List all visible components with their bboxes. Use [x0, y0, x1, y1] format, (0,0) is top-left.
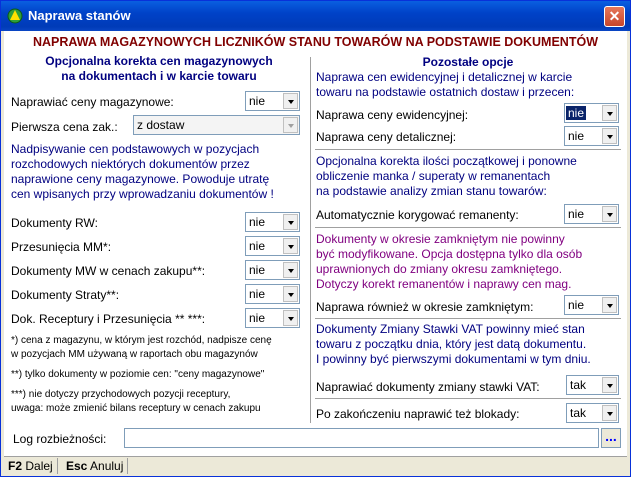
chevron-down-icon[interactable] — [602, 128, 617, 144]
chevron-down-icon[interactable] — [283, 310, 298, 326]
first-price-value: z dostaw — [137, 118, 185, 132]
docs-mw-select[interactable] — [245, 260, 300, 280]
closed-period-label: Naprawa również w okresie zamkniętym: — [316, 300, 534, 314]
vat-docs-select[interactable] — [566, 375, 619, 395]
docs-mm-select[interactable] — [245, 236, 300, 256]
retail-price-select[interactable] — [564, 126, 619, 146]
sec2-line-1: Opcjonalna korekta ilości początkowej i ponowne — [316, 154, 577, 168]
auto-inventory-value: nie — [568, 207, 585, 221]
cost-prices-note — [316, 70, 621, 100]
auto-inventory-select[interactable] — [564, 204, 619, 224]
sec1-line-1: Naprawa cen ewidencyjnej i detalicznej w karcie — [316, 70, 573, 84]
note-line-2: rozchodowych niektórych dokumentów przez — [11, 157, 250, 171]
divider — [315, 227, 621, 229]
app-icon — [7, 8, 23, 24]
vertical-divider — [310, 57, 312, 423]
note-line-4: cen wpisanych przy wprowadzaniu dokumentów ! — [11, 187, 274, 201]
sec2-line-2: obliczenie manka / superaty w remanentach — [316, 169, 551, 183]
chevron-down-icon[interactable] — [602, 297, 617, 313]
docs-mm-label: Przesunięcia MM*: — [11, 240, 112, 254]
docs-mw-value: nie — [249, 263, 266, 277]
esc-cancel-button[interactable] — [62, 458, 128, 474]
f2-label: Dalej — [25, 459, 53, 473]
footnote-3-line-2: uwaga: może zmienić bilans receptury w cenach zakupu — [11, 403, 261, 414]
right-section-heading: Pozostałe opcje — [422, 55, 514, 69]
sec3-line-1: Dokumenty w okresie zamkniętym nie powinny — [316, 232, 565, 246]
chevron-down-icon[interactable] — [602, 105, 617, 121]
chevron-down-icon[interactable] — [283, 262, 298, 278]
fix-prices-select[interactable] — [245, 91, 300, 111]
page-title: NAPRAWA MAGAZYNOWYCH LICZNIKÓW STANU TOWARÓW NA PODSTAWIE DOKUMENTÓW — [32, 35, 598, 49]
docs-recipes-select[interactable] — [245, 308, 300, 328]
vat-docs-value: tak — [570, 378, 587, 392]
docs-recipes-value: nie — [249, 311, 266, 325]
docs-mw-label: Dokumenty MW w cenach zakupu**: — [11, 264, 206, 278]
divider — [315, 318, 621, 320]
fix-prices-label: Naprawiać ceny magazynowe: — [11, 95, 174, 109]
retail-price-value: nie — [568, 129, 585, 143]
left-section-heading — [14, 54, 304, 84]
note-line-1: Nadpisywanie cen podstawowych w pozycjach — [11, 142, 260, 156]
chevron-down-icon[interactable] — [283, 286, 298, 302]
window-title: Naprawa stanów — [28, 8, 131, 23]
left-heading-line-2: na dokumentach i w karcie towaru — [61, 69, 257, 83]
sec4-line-1: Dokumenty Zmiany Stawki VAT powinny mieć stan — [316, 322, 585, 336]
footnote-1-line-2: w pozycjach MM używaną w raportach obu magazynów — [11, 349, 258, 360]
inventory-correction-note — [316, 154, 621, 199]
closed-period-value: nie — [568, 298, 585, 312]
esc-key: Esc — [66, 459, 88, 473]
footnote-3-line-1: ***) nie dotyczy przychodowych pozycji receptury, — [11, 389, 231, 400]
chevron-down-icon[interactable] — [283, 238, 298, 254]
footnote-2: **) tylko dokumenty w poziomie cen: "ceny magazynowe" — [11, 369, 265, 380]
docs-losses-value: nie — [249, 287, 266, 301]
docs-recipes-label: Dok. Receptury i Przesunięcia ** ***: — [11, 312, 206, 326]
blockades-value: tak — [570, 406, 587, 420]
sec4-line-2: towaru z początku dnia, który jest datą dokumentu. — [316, 337, 587, 351]
first-price-select[interactable] — [133, 115, 300, 135]
evid-price-label: Naprawa ceny ewidencyjnej: — [316, 108, 469, 122]
footnote-3 — [11, 388, 309, 416]
evid-price-value: nie — [568, 106, 585, 120]
docs-losses-label: Dokumenty Straty**: — [11, 288, 120, 302]
price-overwrite-note — [11, 142, 306, 202]
blockades-select[interactable] — [566, 403, 619, 423]
vat-change-note — [316, 322, 621, 367]
docs-losses-select[interactable] — [245, 284, 300, 304]
docs-rw-label: Dokumenty RW: — [11, 216, 98, 230]
docs-rw-value: nie — [249, 215, 266, 229]
chevron-down-icon[interactable] — [283, 214, 298, 230]
closed-period-select[interactable] — [564, 295, 619, 315]
vat-docs-label: Naprawiać dokumenty zmiany stawki VAT: — [316, 380, 540, 394]
divider — [315, 149, 621, 151]
auto-inventory-label: Automatycznie korygować remanenty: — [316, 208, 519, 222]
sec4-line-3: I powinny być pierwszymi dokumentami w tym dniu. — [316, 352, 591, 366]
dialog-body — [4, 31, 627, 474]
left-heading-line-1: Opcjonalna korekta cen magazynowych — [45, 54, 273, 68]
close-button[interactable]: ✕ — [604, 6, 625, 27]
log-browse-button[interactable]: ... — [601, 428, 621, 448]
title-bar[interactable] — [1, 1, 630, 31]
fix-prices-value: nie — [249, 94, 266, 108]
closed-period-note — [316, 232, 621, 292]
chevron-down-icon[interactable] — [283, 117, 298, 133]
chevron-down-icon[interactable] — [602, 206, 617, 222]
footnote-1-line-1: *) cena z magazynu, w którym jest rozchód, nadpisze cenę — [11, 335, 272, 346]
status-bar — [4, 456, 627, 474]
first-price-label: Pierwsza cena zak.: — [11, 120, 118, 134]
f2-next-button[interactable] — [4, 458, 58, 474]
docs-rw-select[interactable] — [245, 212, 300, 232]
docs-mm-value: nie — [249, 239, 266, 253]
blockades-label: Po zakończeniu naprawić też blokady: — [316, 407, 520, 421]
note-line-3: naprawione ceny magazynowe. Powoduje utratę — [11, 172, 270, 186]
log-input[interactable] — [124, 428, 599, 448]
footnote-1 — [11, 334, 309, 362]
sec3-line-2: być modyfikowane. Opcja dostępna tylko dla osób — [316, 247, 583, 261]
divider — [315, 398, 621, 400]
sec3-line-4: Dotyczy korekt remanentów i naprawy cen mag. — [316, 277, 572, 291]
evid-price-select[interactable] — [564, 103, 619, 123]
sec1-line-2: towaru na podstawie ostatnich dostaw i przecen: — [316, 85, 575, 99]
log-label: Log rozbieżności: — [13, 432, 107, 446]
esc-label: Anuluj — [90, 459, 124, 473]
f2-key: F2 — [8, 459, 23, 473]
sec2-line-3: na podstawie analizy zmian stanu towarów: — [316, 184, 547, 198]
retail-price-label: Naprawa ceny detalicznej: — [316, 130, 457, 144]
chevron-down-icon[interactable] — [602, 405, 617, 421]
chevron-down-icon[interactable] — [602, 377, 617, 393]
sec3-line-3: uprawnionych do zmiany okresu zamkniętego. — [316, 262, 563, 276]
chevron-down-icon[interactable] — [283, 93, 298, 109]
